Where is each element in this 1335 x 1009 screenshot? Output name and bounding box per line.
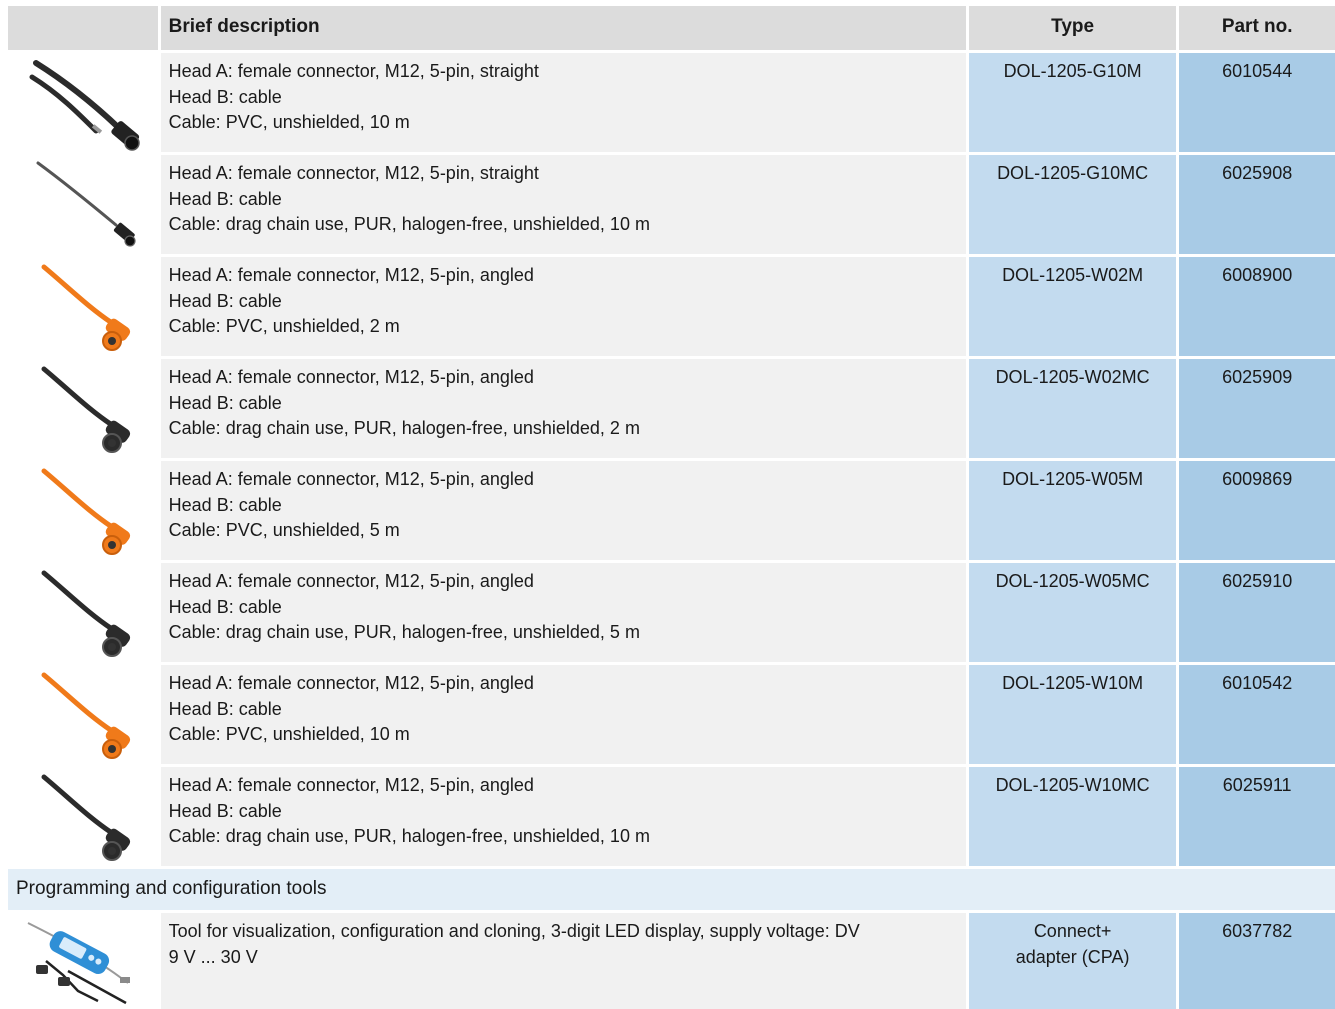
description-line: Cable: PVC, unshielded, 5 m xyxy=(168,520,400,540)
description-cell xyxy=(161,359,966,458)
table-row xyxy=(8,665,1335,764)
description-line: Cable: drag chain use, PUR, halogen-free, unshielded, 10 m xyxy=(168,214,650,234)
type-cell: DOL-1205-W05M xyxy=(969,461,1177,560)
type-cell: DOL-1205-W10MC xyxy=(969,767,1177,866)
description-cell xyxy=(161,665,966,764)
product-image xyxy=(8,257,158,356)
description-line: Head B: cable xyxy=(168,392,282,413)
product-image xyxy=(8,665,158,764)
description-line: Cable: PVC, unshielded, 10 m xyxy=(168,112,410,132)
table-row xyxy=(8,767,1335,866)
product-image xyxy=(8,359,158,458)
product-image xyxy=(8,461,158,560)
product-image xyxy=(8,155,158,254)
description-line: Head A: female connector, M12, 5-pin, angled xyxy=(168,775,534,795)
header-description: Brief description xyxy=(161,6,966,50)
type-cell: DOL-1205-W02M xyxy=(969,257,1177,356)
part-no-cell: 6010542 xyxy=(1179,665,1335,764)
description-line: Head A: female connector, M12, 5-pin, angled xyxy=(168,571,534,591)
description-cell xyxy=(161,461,966,560)
type-cell: DOL-1205-W02MC xyxy=(969,359,1177,458)
part-no-cell: 6025911 xyxy=(1179,767,1335,866)
description-line: Head B: cable xyxy=(168,494,282,515)
description-line: Head A: female connector, M12, 5-pin, angled xyxy=(168,673,534,693)
description-line: Head A: female connector, M12, 5-pin, straight xyxy=(168,61,539,81)
section-title: Programming and configuration tools xyxy=(8,869,1335,910)
description-cell xyxy=(161,155,966,254)
description-cell xyxy=(161,913,966,1009)
description-line: Head A: female connector, M12, 5-pin, angled xyxy=(168,469,534,489)
description-line: Head A: female connector, M12, 5-pin, angled xyxy=(168,367,534,387)
description-line: Head B: cable xyxy=(168,86,282,107)
description-cell xyxy=(161,767,966,866)
description-line: 9 V ... 30 V xyxy=(168,946,258,967)
description-line: Cable: drag chain use, PUR, halogen-free, unshielded, 10 m xyxy=(168,826,650,846)
description-line: Head B: cable xyxy=(168,698,282,719)
type-line: adapter (CPA) xyxy=(1015,946,1130,967)
description-line: Head A: female connector, M12, 5-pin, angled xyxy=(168,265,534,285)
description-line: Head B: cable xyxy=(168,596,282,617)
product-image xyxy=(8,767,158,866)
type-line: Connect+ xyxy=(1033,921,1112,941)
description-cell xyxy=(161,257,966,356)
table-row xyxy=(8,155,1335,254)
table-row xyxy=(8,563,1335,662)
angled-cable-icon xyxy=(8,563,158,662)
part-no-cell: 6025908 xyxy=(1179,155,1335,254)
part-no-cell: 6025910 xyxy=(1179,563,1335,662)
type-cell: DOL-1205-G10MC xyxy=(969,155,1177,254)
description-line: Head B: cable xyxy=(168,188,282,209)
part-no-cell: 6025909 xyxy=(1179,359,1335,458)
description-line: Tool for visualization, configuration and cloning, 3-digit LED display, supply voltage: DV xyxy=(168,921,860,941)
table-row xyxy=(8,461,1335,560)
straight-cable-icon xyxy=(8,53,158,152)
type-cell: DOL-1205-W10M xyxy=(969,665,1177,764)
description-line: Cable: drag chain use, PUR, halogen-free, unshielded, 5 m xyxy=(168,622,640,642)
angled-cable-icon xyxy=(8,665,158,764)
description-line: Cable: PVC, unshielded, 2 m xyxy=(168,316,400,336)
header-type: Type xyxy=(969,6,1177,50)
product-image xyxy=(8,563,158,662)
angled-cable-icon xyxy=(8,767,158,866)
type-cell xyxy=(969,913,1177,1009)
description-line: Cable: drag chain use, PUR, halogen-free, unshielded, 2 m xyxy=(168,418,640,438)
description-line: Head A: female connector, M12, 5-pin, straight xyxy=(168,163,539,183)
part-no-cell: 6008900 xyxy=(1179,257,1335,356)
straight-thin-cable-icon xyxy=(8,155,158,254)
description-line: Head B: cable xyxy=(168,290,282,311)
table-row xyxy=(8,913,1335,1009)
description-line: Head B: cable xyxy=(168,800,282,821)
header-part-no: Part no. xyxy=(1179,6,1335,50)
header-image-cell xyxy=(8,6,158,50)
description-cell xyxy=(161,563,966,662)
table-header xyxy=(8,6,1335,50)
description-cell xyxy=(161,53,966,152)
table-row xyxy=(8,359,1335,458)
angled-cable-icon xyxy=(8,257,158,356)
table-row xyxy=(8,53,1335,152)
description-line: Cable: PVC, unshielded, 10 m xyxy=(168,724,410,744)
type-cell: DOL-1205-W05MC xyxy=(969,563,1177,662)
accessories-table xyxy=(8,6,1335,1009)
product-image xyxy=(8,913,158,1009)
table-row xyxy=(8,257,1335,356)
product-image xyxy=(8,53,158,152)
type-cell: DOL-1205-G10M xyxy=(969,53,1177,152)
part-no-cell: 6009869 xyxy=(1179,461,1335,560)
angled-cable-icon xyxy=(8,359,158,458)
part-no-cell: 6037782 xyxy=(1179,913,1335,1009)
part-no-cell: 6010544 xyxy=(1179,53,1335,152)
connect-plus-adapter-icon xyxy=(8,913,158,1009)
angled-cable-icon xyxy=(8,461,158,560)
